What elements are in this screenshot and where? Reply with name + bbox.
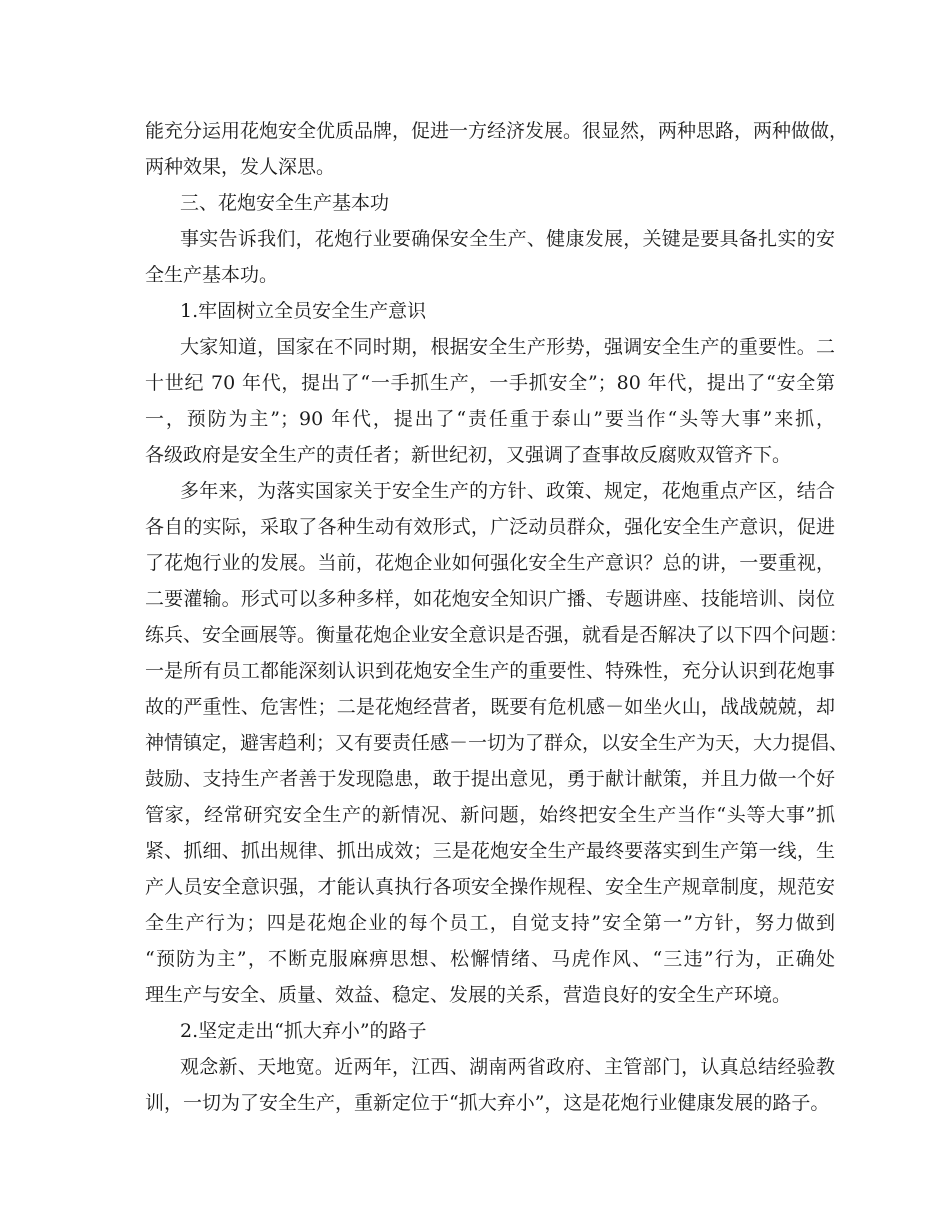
body-text-line: 理生产与安全、质量、效益、稳定、发展的关系，营造良好的安全生产环境。: [145, 984, 792, 1006]
body-text-line: 一是所有员工都能深刻认识到花炮安全生产的重要性、特殊性，充分认识到花炮事: [145, 660, 835, 682]
body-text-line: 十世纪 70 年代，提出了“一手抓生产，一手抓安全”；80 年代，提出了“安全第: [145, 372, 835, 394]
body-text-line: 全生产行为；四是花炮企业的每个员工，自觉支持”安全第一”方针，努力做到: [145, 912, 835, 934]
body-text-line: 两种效果，发人深思。: [145, 156, 336, 178]
body-text-line: 训，一切为了安全生产，重新定位于“抓大弃小”，这是花炮行业健康发展的路子。: [145, 1092, 830, 1114]
body-text-line: “预防为主”，不断克服麻痹思想、松懈情绪、马虎作风、“三违”行为，正确处: [145, 948, 835, 970]
body-text-line: 事实告诉我们，花炮行业要确保安全生产、健康发展，关键是要具备扎实的安: [180, 228, 835, 250]
body-text-line: 神情镇定，避害趋利；又有要责任感－一切为了群众，以安全生产为天，大力提倡、: [145, 732, 849, 754]
body-text-line: 一，预防为主”；90 年代，提出了“责任重于泰山”要当作“头等大事”来抓，: [145, 408, 835, 430]
body-text-line: 观念新、天地宽。近两年，江西、湖南两省政府、主管部门，认真总结经验教: [180, 1056, 835, 1078]
body-text-line: 鼓励、支持生产者善于发现隐患，敢于提出意见，勇于献计献策，并且力做一个好: [145, 768, 835, 790]
section-heading: 三、花炮安全生产基本功: [180, 192, 390, 214]
body-text-line: 产人员安全意识强，才能认真执行各项安全操作规程、安全生产规章制度，规范安: [145, 876, 835, 898]
body-text-line: 紧、抓细、抓出规律、抓出成效；三是花炮安全生产最终要落实到生产第一线，生: [145, 840, 835, 862]
body-text-line: 故的严重性、危害性；二是花炮经营者，既要有危机感－如坐火山，战战兢兢，却: [145, 696, 835, 718]
body-text-line: 了花炮行业的发展。当前，花炮企业如何强化安全生产意识？总的讲，一要重视，: [145, 552, 835, 574]
body-text-line: 能充分运用花炮安全优质品牌，促进一方经济发展。很显然，两种思路，两种做做，: [145, 120, 849, 142]
subsection-heading: 1.牢固树立全员安全生产意识: [180, 300, 427, 322]
body-text-line: 多年来，为落实国家关于安全生产的方针、政策、规定，花炮重点产区，结合: [180, 480, 835, 502]
body-text-line: 大家知道，国家在不同时期，根据安全生产形势，强调安全生产的重要性。二: [180, 336, 835, 358]
body-text-line: 练兵、安全画展等。衡量花炮企业安全意识是否强，就看是否解决了以下四个问题：: [145, 624, 849, 646]
subsection-heading: 2.坚定走出“抓大弃小”的路子: [180, 1020, 427, 1042]
body-text-line: 管家，经常研究安全生产的新情况、新问题，始终把安全生产当作“头等大事”抓: [145, 804, 835, 826]
body-text-line: 各级政府是安全生产的责任者；新世纪初，又强调了查事故反腐败双管齐下。: [145, 444, 792, 466]
body-text-line: 全生产基本功。: [145, 264, 279, 286]
body-text-line: 二要灌输。形式可以多种多样，如花炮安全知识广播、专题讲座、技能培训、岗位: [145, 588, 835, 610]
body-text-line: 各自的实际，采取了各种生动有效形式，广泛动员群众，强化安全生产意识，促进: [145, 516, 835, 538]
